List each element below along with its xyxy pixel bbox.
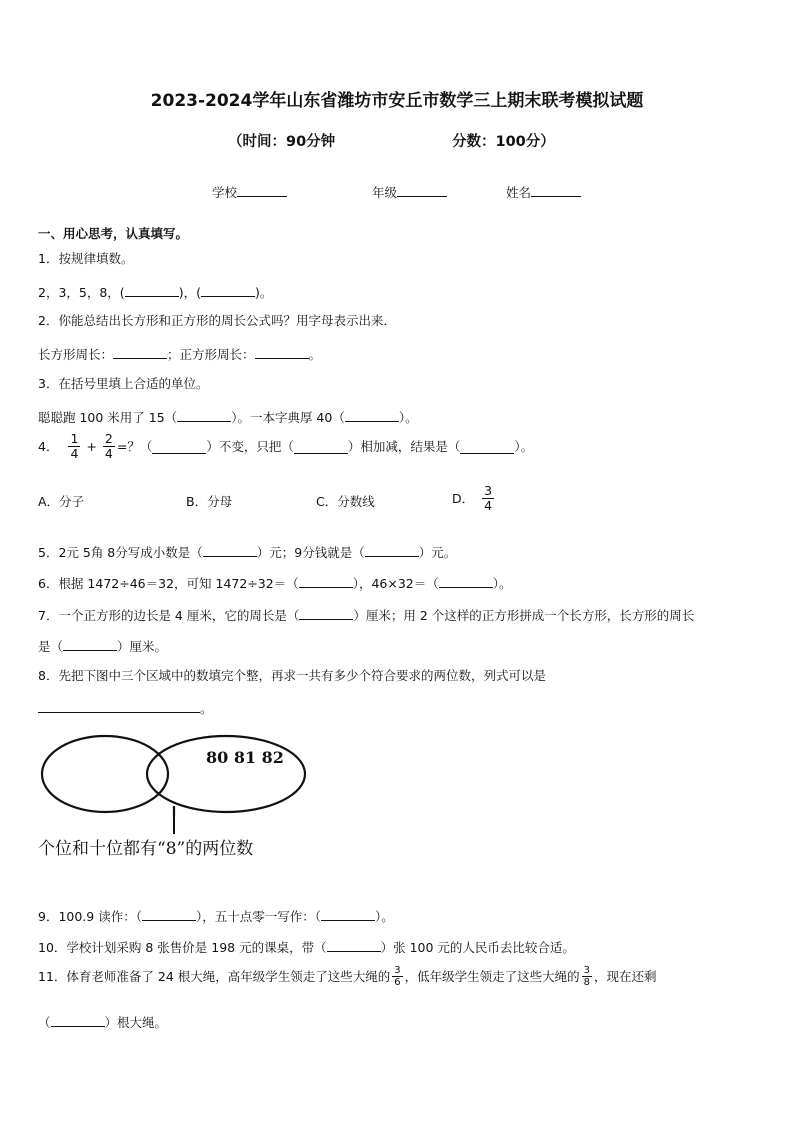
q5-part-b: ）元；9分钱就是（	[256, 545, 365, 560]
q11-blank[interactable]	[51, 1012, 105, 1027]
name-blank[interactable]	[531, 182, 581, 197]
q2-line	[38, 344, 321, 363]
q10-part-a: 10．学校计划采购 8 张售价是 198 元的课桌，带（	[38, 940, 327, 955]
q10-end: ）张 100 元的人民币去比较合适。	[380, 940, 575, 955]
q11-fraction-2: $\frac{3}{8}$	[583, 965, 591, 988]
q1-blank-2[interactable]	[201, 282, 255, 297]
q7-part-c: 是（	[38, 639, 64, 654]
exam-time: （时间：90分钟	[228, 134, 336, 150]
q4-blank-2[interactable]	[294, 439, 348, 454]
q3-end: ）。	[398, 410, 418, 425]
q9-part-a: 9．100.9 读作：（	[38, 909, 142, 924]
q11-line-1	[38, 965, 657, 988]
q4-line	[38, 432, 533, 461]
q4-option-a[interactable]: A．分子	[38, 494, 85, 509]
q11-part-d: （	[38, 1015, 51, 1030]
q3-part-a: 聪聪跑 100 米用了 15（	[38, 410, 178, 425]
q3-stem: 3．在括号里填上合适的单位。	[38, 376, 209, 391]
q9-blank-2[interactable]	[321, 906, 375, 921]
q4-option-d[interactable]: D． $\frac{3}{4}$	[452, 483, 493, 513]
q4-option-b[interactable]: B．分母	[186, 494, 233, 509]
q4-option-c[interactable]: C．分数线	[316, 494, 375, 509]
q6-end: ）。	[492, 576, 512, 591]
q4-text-2: ）相加减，结果是（	[347, 438, 461, 454]
q5-end: ）元。	[418, 545, 457, 560]
q1-end: )。	[254, 285, 273, 300]
q5-blank-2[interactable]	[365, 542, 419, 557]
grade-label: 年级	[372, 185, 398, 200]
q11-part-c: ，现在还剩	[594, 968, 657, 984]
school-field	[212, 182, 287, 201]
q4-option-d-fraction: $\frac{3}{4}$	[484, 483, 493, 513]
q5-blank-1[interactable]	[203, 542, 257, 557]
school-label: 学校	[212, 185, 238, 200]
q1-seq: 2，3，5，8，(	[38, 285, 125, 300]
grade-field	[372, 182, 447, 201]
q2-end: 。	[308, 347, 322, 362]
q7-line-1	[38, 605, 694, 624]
q4-blank-1[interactable]	[152, 439, 206, 454]
q11-part-a: 11．体育老师准备了 24 根大绳，高年级学生领走了这些大绳的	[38, 968, 391, 984]
q8-stem: 8．先把下图中三个区域中的数填完个整，再求一共有多少个符合要求的两位数，列式可以是	[38, 668, 546, 683]
exam-score: 分数：100分）	[452, 134, 555, 150]
q7-blank-1[interactable]	[299, 605, 353, 620]
q1-stem: 1．按规律填数。	[38, 251, 134, 266]
q7-part-a: 7．一个正方形的边长是 4 厘米，它的周长是（	[38, 608, 300, 623]
q3-blank-1[interactable]	[177, 407, 231, 422]
name-label: 姓名	[506, 185, 532, 200]
q3-line	[38, 407, 418, 426]
q2-square-label: ；正方形周长：	[167, 347, 255, 362]
q10-line	[38, 937, 575, 956]
q11-fraction-1: $\frac{3}{6}$	[394, 965, 401, 988]
grade-blank[interactable]	[397, 182, 447, 197]
venn-pointer	[173, 816, 175, 834]
q4-num: 4．	[38, 438, 59, 454]
venn-numbers: 80 81 82	[206, 748, 284, 767]
q7-line-2	[38, 636, 167, 655]
venn-circle-left	[42, 736, 168, 812]
q2-stem: 2．你能总结出长方形和正方形的周长公式吗？用字母表示出来．	[38, 313, 396, 328]
q11-part-b: ，低年级学生领走了这些大绳的	[404, 968, 580, 984]
q6-line	[38, 573, 512, 592]
q1-line	[38, 282, 272, 301]
q3-blank-2[interactable]	[345, 407, 399, 422]
name-field	[506, 182, 581, 201]
q5-part-a: 5．2元 5角 8分写成小数是（	[38, 545, 203, 560]
q2-blank-square[interactable]	[255, 344, 309, 359]
q9-part-b: ），五十点零一写作：（	[195, 909, 321, 924]
venn-caption: 个位和十位都有“8”的两位数	[38, 839, 254, 859]
q7-part-b: ）厘米；用 2 个这样的正方形拼成一个长方形，长方形的周长	[353, 608, 695, 623]
q2-rect-label: 长方形周长：	[38, 347, 114, 362]
q4-plus: +	[86, 438, 97, 454]
q8-end: 。	[200, 701, 213, 716]
q1-mid: )，(	[178, 285, 201, 300]
q8-blank[interactable]	[38, 698, 200, 713]
q2-blank-rect[interactable]	[113, 344, 167, 359]
q4-blank-3[interactable]	[460, 439, 514, 454]
q11-end: ）根大绳。	[104, 1015, 168, 1030]
q6-blank-2[interactable]	[439, 573, 493, 588]
q9-line	[38, 906, 394, 925]
q6-part-b: ），46×32＝（	[352, 576, 439, 591]
q6-blank-1[interactable]	[299, 573, 353, 588]
q4-text-1: ）不变，只把（	[206, 438, 294, 454]
q6-part-a: 6．根据 1472÷46＝32，可知 1472÷32＝（	[38, 576, 299, 591]
q5-line	[38, 542, 456, 561]
page-title: 2023-2024学年山东省潍坊市安丘市数学三上期末联考模拟试题	[150, 91, 644, 111]
section-title: 一、用心思考，认真填写。	[38, 226, 189, 241]
q4-end: ）。	[514, 438, 534, 454]
q10-blank[interactable]	[327, 937, 381, 952]
q4-fraction-1: $\frac{1}{4}$	[70, 431, 79, 461]
venn-diagram	[38, 726, 313, 816]
q4-eq: =？（	[116, 438, 153, 454]
school-blank[interactable]	[237, 182, 287, 197]
q8-answer-line	[38, 698, 213, 717]
q11-line-2	[38, 1012, 167, 1031]
q9-blank-1[interactable]	[142, 906, 196, 921]
q3-part-b: ）。一本字典厚 40（	[231, 410, 345, 425]
q9-end: ）。	[374, 909, 394, 924]
q7-end: ）厘米。	[117, 639, 168, 654]
q1-blank-1[interactable]	[125, 282, 179, 297]
q4-fraction-2: $\frac{2}{4}$	[104, 431, 113, 461]
q7-blank-2[interactable]	[63, 636, 117, 651]
